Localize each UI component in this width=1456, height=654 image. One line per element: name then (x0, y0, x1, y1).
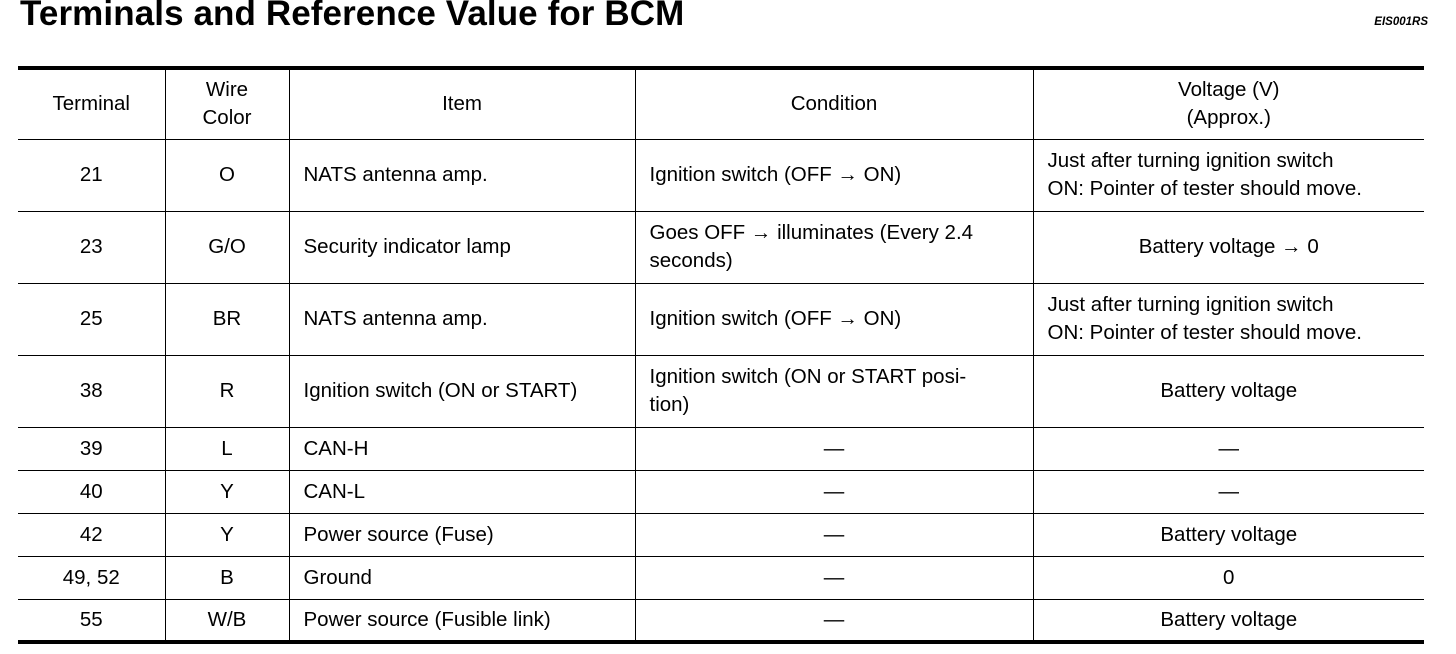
cell-terminal: 55 (18, 599, 165, 642)
wire-color-header-line2: Color (202, 106, 252, 130)
voltage-line2: ON: Pointer of tester should move. (1047, 177, 1362, 200)
column-header-condition: Condition (635, 68, 1033, 139)
cell-wire-color: BR (165, 283, 289, 355)
cell-item: CAN-L (289, 470, 635, 513)
table-row (18, 211, 1424, 283)
cell-condition: Ignition switch (OFF → ON) (635, 139, 1033, 211)
column-header-item: Item (289, 68, 635, 139)
table-row (18, 355, 1424, 427)
table-row (18, 427, 1424, 470)
cell-condition: Ignition switch (OFF → ON) (635, 283, 1033, 355)
cell-wire-color: O (165, 139, 289, 211)
table-row (18, 556, 1424, 599)
cell-voltage: Battery voltage (1033, 599, 1424, 642)
cell-terminal: 38 (18, 355, 165, 427)
voltage-header-line2: (Approx.) (1186, 106, 1271, 130)
table-row (18, 470, 1424, 513)
cell-voltage: 0 (1033, 556, 1424, 599)
table-row (18, 599, 1424, 642)
cell-voltage: — (1033, 470, 1424, 513)
cell-wire-color: B (165, 556, 289, 599)
table-row (18, 139, 1424, 211)
condition-line1: Goes OFF → illuminates (Every 2.4 (649, 221, 974, 244)
cell-condition: — (635, 556, 1033, 599)
wire-color-header-line1: Wire (205, 78, 249, 102)
column-header-voltage (1033, 68, 1424, 139)
cell-voltage (1033, 139, 1424, 211)
condition-line1: Ignition switch (ON or START posi- (649, 365, 967, 388)
table-row (18, 513, 1424, 556)
cell-voltage: Battery voltage (1033, 355, 1424, 427)
cell-wire-color: Y (165, 470, 289, 513)
condition-line2: seconds) (649, 249, 733, 272)
page-title: Terminals and Reference Value for BCM (20, 0, 685, 33)
column-header-wire-color (165, 68, 289, 139)
condition-line2: tion) (649, 393, 690, 416)
cell-condition: — (635, 427, 1033, 470)
cell-terminal: 49, 52 (18, 556, 165, 599)
cell-item: Security indicator lamp (289, 211, 635, 283)
voltage-line1: Just after turning ignition switch (1047, 293, 1334, 316)
cell-wire-color: L (165, 427, 289, 470)
cell-terminal: 42 (18, 513, 165, 556)
table-header-row (18, 68, 1424, 139)
table-row (18, 283, 1424, 355)
voltage-header-line1: Voltage (V) (1178, 78, 1280, 102)
cell-voltage: Battery voltage (1033, 513, 1424, 556)
cell-item: Ignition switch (ON or START) (289, 355, 635, 427)
cell-wire-color: Y (165, 513, 289, 556)
cell-voltage: Battery voltage → 0 (1033, 211, 1424, 283)
voltage-line1: Just after turning ignition switch (1047, 149, 1334, 172)
cell-terminal: 25 (18, 283, 165, 355)
cell-condition: — (635, 599, 1033, 642)
cell-item: CAN-H (289, 427, 635, 470)
cell-terminal: 39 (18, 427, 165, 470)
voltage-line2: ON: Pointer of tester should move. (1047, 321, 1362, 344)
cell-voltage (1033, 283, 1424, 355)
cell-terminal: 40 (18, 470, 165, 513)
cell-terminal: 21 (18, 139, 165, 211)
cell-condition: — (635, 513, 1033, 556)
column-header-terminal: Terminal (18, 68, 165, 139)
cell-item: Ground (289, 556, 635, 599)
cell-terminal: 23 (18, 211, 165, 283)
cell-condition (635, 211, 1033, 283)
cell-wire-color: R (165, 355, 289, 427)
cell-condition (635, 355, 1033, 427)
cell-item: NATS antenna amp. (289, 139, 635, 211)
cell-item: Power source (Fuse) (289, 513, 635, 556)
terminals-table (18, 66, 1424, 644)
reference-code: EIS001RS (1374, 16, 1428, 28)
cell-condition: — (635, 470, 1033, 513)
cell-wire-color: W/B (165, 599, 289, 642)
cell-item: NATS antenna amp. (289, 283, 635, 355)
cell-item: Power source (Fusible link) (289, 599, 635, 642)
cell-voltage: — (1033, 427, 1424, 470)
cell-wire-color: G/O (165, 211, 289, 283)
